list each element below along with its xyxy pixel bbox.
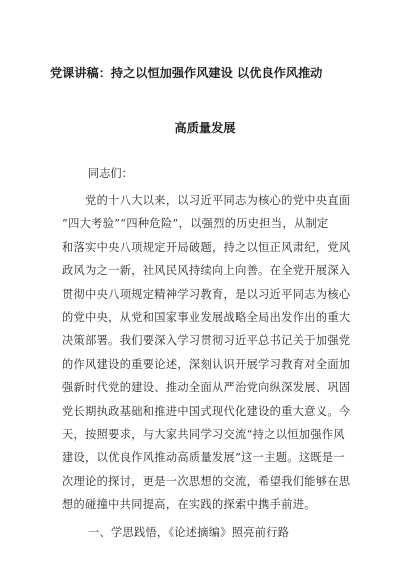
body-paragraph (62, 189, 362, 516)
section-heading: 一、学思践悟，《论述摘编》照亮前行路 (88, 526, 290, 539)
paragraph-line: 建设，以优良作风推动高质量发展”这一主题。这既是一 (62, 451, 345, 465)
paragraph-line: 决策部署。我们要深入学习贯彻习近平总书记关于加强党 (62, 334, 351, 348)
paragraph-line: 贯彻中央八项规定精神学习教育，是以习近平同志为核心 (62, 287, 351, 301)
document-title-continued: 高质量发展 (174, 121, 236, 135)
paragraph-line: 强新时代党的建设、推动全面从严治党向纵深发展、巩固 (62, 381, 351, 395)
paragraph-line: 天，按照要求，与大家共同学习交流“持之以恒加强作风 (62, 427, 345, 441)
greeting: 同志们： (88, 167, 133, 180)
paragraph-line: 和落实中央八项规定开局破题，持之以恒正风肃纪，党风 (62, 240, 351, 254)
paragraph-line: 的作风建设的重要论述，深刻认识开展学习教育对全面加 (62, 357, 351, 371)
paragraph-line: 想的碰撞中共同提高，在实践的探索中携手前进。 (62, 498, 316, 512)
paragraph-line: 政风为之一新，社风民风持续向上向善。在全党开展深入 (62, 264, 351, 278)
paragraph-line: 次理论的探讨，更是一次思想的交流，希望我们能够在思 (62, 474, 351, 488)
paragraph-line: 的党中央，从党和国家事业发展战略全局出发作出的重大 (62, 310, 351, 324)
paragraph-line: “四大考验”“四种危险”，以强烈的历史担当，从制定 (62, 217, 329, 231)
paragraph-line: 党长期执政基础和推进中国式现代化建设的重大意义。今 (62, 404, 351, 418)
document-title: 党课讲稿：持之以恒加强作风建设 以优良作风推动 (50, 66, 323, 80)
paragraph-line: 党的十八大以来，以习近平同志为核心的党中央直面 (62, 194, 351, 207)
